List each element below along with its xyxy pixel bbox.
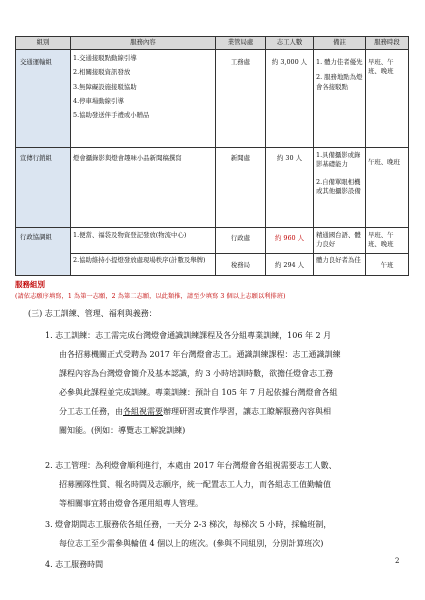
- content-cell: 2.協助維持小提燈發放處現場秩序(計數及舉牌): [71, 254, 216, 276]
- note-item: 1. 體力佳者優先: [316, 58, 363, 66]
- notes-cell: [314, 148, 366, 228]
- notes-cell: [314, 50, 366, 148]
- group-cell: 交通運輸組: [16, 50, 71, 148]
- dept-cell: 工務處: [216, 50, 266, 148]
- text-line: 必參與此課程並完成訓練。專業訓練：預計自 105 年 7 月起依據台灣燈會各組: [59, 388, 338, 397]
- count-cell: 約 3,000 人: [266, 50, 314, 148]
- section-title: (三) 志工訓練、管理、福利與義務：: [28, 309, 157, 318]
- text-line: 3. 燈會期間志工服務依各組任務，一天分 2-3 梯次，每梯次 5 小時，採輪班制，: [45, 520, 332, 529]
- count-cell-highlight: 約 960 人: [266, 228, 314, 254]
- dept-cell: 行政處: [216, 228, 266, 254]
- content-item: 3.無障礙設施接駁協助: [73, 82, 137, 91]
- paragraph-shifts: [45, 515, 405, 553]
- count-cell: 約 294 人: [266, 254, 314, 276]
- content-item: 4.停車場動線引導: [73, 96, 124, 105]
- text-line: 由各招募機關正式受聘為 2017 年台灣燈會志工。通識訓練課程：志工通識訓練: [59, 350, 341, 359]
- text-line: 招募團隊性質、報名時間及志願序，統一配置志工人力，而各組志工值勤輪值: [59, 480, 331, 489]
- header-content: 服務內容: [71, 37, 216, 50]
- service-table: [15, 36, 409, 276]
- paragraph-service-time: 4. 志工服務時間: [45, 560, 104, 569]
- group-cell: 宣傳行銷組: [16, 148, 71, 228]
- table-row: [16, 228, 409, 254]
- time-cell: 午班: [366, 254, 409, 276]
- notes-cell: 體力良好者為佳: [314, 254, 366, 276]
- text-line: 關知能。(例如：導覽志工解說訓練): [59, 426, 186, 435]
- text-line: 1. 志工訓練：志工需完成台灣燈會通識訓練課程及各分組專業訓練，106 年 2 月: [45, 331, 332, 340]
- header-count: 志工人數: [266, 37, 314, 50]
- header-time: 服務時段: [366, 37, 409, 50]
- header-group: 組別: [16, 37, 71, 50]
- text-line: 每位志工至少需參與輪值 4 個以上的班次。(參與不同組別，分別計算班次): [59, 539, 324, 548]
- note-item: 2. 服務地點為燈會各接駁點: [316, 73, 363, 91]
- note-item: 1.具備攝影或錄影基礎能力: [316, 151, 361, 169]
- note-item: 2.自備單眼相機或其他攝影設備: [316, 177, 361, 195]
- time-cell: 午班、晚班: [366, 148, 409, 228]
- service-groups-heading: 服務組別: [15, 280, 45, 289]
- table-header-row: [16, 37, 409, 50]
- notes-cell: 精通國台語、體力良好: [314, 228, 366, 254]
- dept-cell: 新聞處: [216, 148, 266, 228]
- header-notes: 備註: [314, 37, 366, 50]
- text-line: [45, 402, 405, 421]
- content-item: 1.交通接駁點動線引導: [73, 54, 137, 62]
- underlined-text: 各組視需要: [123, 407, 163, 416]
- text-line: 2. 志工管理：為利燈會順利進行，本處由 2017 年台灣燈會各組視需要志工人數、: [45, 461, 337, 470]
- content-item: 5.協助發送伴手禮或小贈品: [73, 111, 150, 120]
- time-cell: 早班、午班、晚班: [366, 228, 409, 254]
- group-cell: 行政協調組: [16, 228, 71, 276]
- dept-cell: 稅務局: [216, 254, 266, 276]
- preference-note: (請依志願序填寫，1 為第一志願，2 為第二志願，以此類推，請至少填寫 3 個以上志願以利排班): [15, 293, 286, 300]
- text-segment: 分工志工任務，由: [59, 407, 123, 416]
- paragraph-training: [45, 326, 405, 440]
- content-item: 2.相關接駁資訊發放: [73, 68, 131, 77]
- text-line: 等相關事宜將由燈會各運用組專人管理。: [59, 499, 203, 508]
- table-row: [16, 50, 409, 148]
- page-number: 2: [395, 557, 400, 565]
- content-cell: 燈會攝錄影與燈會趣味小品新聞稿撰寫: [71, 148, 216, 228]
- time-cell: 早班、午班、晚班: [366, 50, 409, 148]
- content-cell: [71, 50, 216, 148]
- header-dept: 業管局處: [216, 37, 266, 50]
- paragraph-management: [45, 456, 405, 513]
- table-row: [16, 254, 409, 276]
- table-row: [16, 148, 409, 228]
- text-segment: 辦理研習或實作學習，讓志工瞭解服務內容與相: [163, 407, 331, 416]
- text-line: 課程內容為台灣燈會簡介及基本認識，約 3 小時培訓時數，欲擔任燈會志工務: [59, 369, 334, 378]
- count-cell: 約 30 人: [266, 148, 314, 228]
- content-cell: 1.便當、福袋及物資登記發放(物流中心): [71, 228, 216, 254]
